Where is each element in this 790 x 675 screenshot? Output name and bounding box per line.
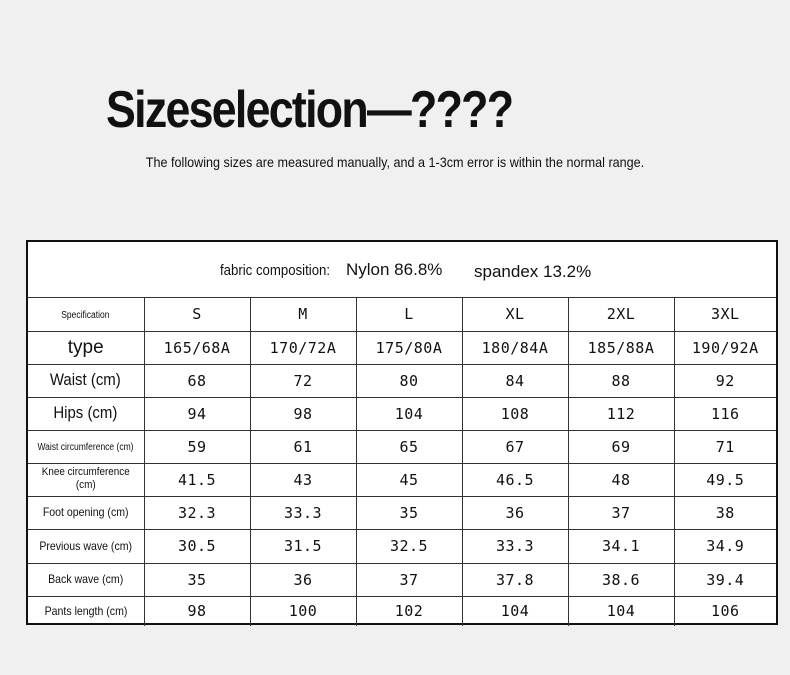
table-cell: 31.5 <box>250 529 356 563</box>
size-header-cell: M <box>250 298 356 331</box>
table-row <box>28 596 776 626</box>
table-cell: 37 <box>568 496 674 529</box>
page-title: Sizeselection—???? <box>106 81 513 139</box>
table-cell: 112 <box>568 397 674 430</box>
table-cell: 38 <box>674 496 776 529</box>
table-cell: 104 <box>568 596 674 626</box>
row-label: Previous wave (cm) <box>39 538 133 553</box>
table-row <box>28 496 776 529</box>
row-label: Waist (cm) <box>50 370 122 390</box>
row-label: Knee circumference (cm) <box>41 465 130 491</box>
table-cell: 98 <box>144 596 250 626</box>
table-cell: 104 <box>462 596 568 626</box>
row-label-cell <box>28 397 144 430</box>
fabric-spandex-value: spandex 13.2% <box>474 262 592 281</box>
table-cell: 88 <box>568 364 674 397</box>
table-cell: 45 <box>356 463 462 496</box>
table-row <box>28 563 776 596</box>
row-label-cell <box>28 463 144 496</box>
table-cell: 32.3 <box>144 496 250 529</box>
table-cell: 35 <box>356 496 462 529</box>
table-cell: 35 <box>144 563 250 596</box>
table-cell: 34.1 <box>568 529 674 563</box>
row-label-cell <box>28 596 144 626</box>
table-cell: 34.9 <box>674 529 776 563</box>
table-row <box>28 529 776 563</box>
table-cell: 84 <box>462 364 568 397</box>
table-cell: 116 <box>674 397 776 430</box>
row-label-cell <box>28 364 144 397</box>
row-label: Foot opening (cm) <box>42 505 129 520</box>
size-chart <box>26 240 778 625</box>
table-cell: 92 <box>674 364 776 397</box>
table-cell: 33.3 <box>250 496 356 529</box>
size-header-cell: XL <box>462 298 568 331</box>
table-cell: 68 <box>144 364 250 397</box>
row-label-cell <box>28 563 144 596</box>
fabric-composition-label: fabric composition: <box>220 262 331 279</box>
table-cell: 72 <box>250 364 356 397</box>
size-header-cell: 3XL <box>674 298 776 331</box>
table-cell: 36 <box>462 496 568 529</box>
table-cell: 108 <box>462 397 568 430</box>
table-cell: 94 <box>144 397 250 430</box>
table-cell: 165/68A <box>144 331 250 364</box>
table-row <box>28 364 776 397</box>
table-cell: 100 <box>250 596 356 626</box>
fabric-composition-row <box>28 242 776 298</box>
table-cell: 170/72A <box>250 331 356 364</box>
table-cell: 185/88A <box>568 331 674 364</box>
table-cell: 48 <box>568 463 674 496</box>
row-label: Hips (cm) <box>53 403 118 423</box>
table-cell: 33.3 <box>462 529 568 563</box>
table-cell: 190/92A <box>674 331 776 364</box>
table-cell: 37 <box>356 563 462 596</box>
table-cell: 65 <box>356 430 462 463</box>
table-cell: 69 <box>568 430 674 463</box>
size-header-cell: S <box>144 298 250 331</box>
table-row <box>28 430 776 463</box>
row-label-cell <box>28 331 144 364</box>
size-header-cell: 2XL <box>568 298 674 331</box>
table-cell: 104 <box>356 397 462 430</box>
table-cell: 71 <box>674 430 776 463</box>
table-cell: 30.5 <box>144 529 250 563</box>
row-label: Waist circumference (cm) <box>37 442 134 454</box>
fabric-nylon-value: Nylon 86.8% <box>346 260 443 279</box>
size-table <box>28 298 776 626</box>
row-label-cell <box>28 529 144 563</box>
table-cell: 41.5 <box>144 463 250 496</box>
row-label: Back wave (cm) <box>48 572 124 587</box>
size-header-row <box>28 298 776 331</box>
row-label: type <box>67 336 104 358</box>
row-label-cell <box>28 430 144 463</box>
table-cell: 46.5 <box>462 463 568 496</box>
specification-label: Specification <box>61 310 110 322</box>
row-label-cell <box>28 496 144 529</box>
table-cell: 32.5 <box>356 529 462 563</box>
size-header-cell: L <box>356 298 462 331</box>
table-cell: 106 <box>674 596 776 626</box>
table-cell: 80 <box>356 364 462 397</box>
table-row <box>28 331 776 364</box>
table-cell: 59 <box>144 430 250 463</box>
table-cell: 98 <box>250 397 356 430</box>
table-cell: 43 <box>250 463 356 496</box>
table-cell: 37.8 <box>462 563 568 596</box>
row-label: Pants length (cm) <box>44 604 128 619</box>
table-cell: 49.5 <box>674 463 776 496</box>
corner-header-cell <box>28 298 144 331</box>
table-row <box>28 397 776 430</box>
table-cell: 36 <box>250 563 356 596</box>
table-cell: 38.6 <box>568 563 674 596</box>
table-cell: 175/80A <box>356 331 462 364</box>
table-cell: 180/84A <box>462 331 568 364</box>
table-cell: 67 <box>462 430 568 463</box>
table-cell: 39.4 <box>674 563 776 596</box>
table-row <box>28 463 776 496</box>
table-cell: 61 <box>250 430 356 463</box>
measurement-note: The following sizes are measured manually, and a 1-3cm error is within the normal range. <box>145 154 645 170</box>
table-cell: 102 <box>356 596 462 626</box>
